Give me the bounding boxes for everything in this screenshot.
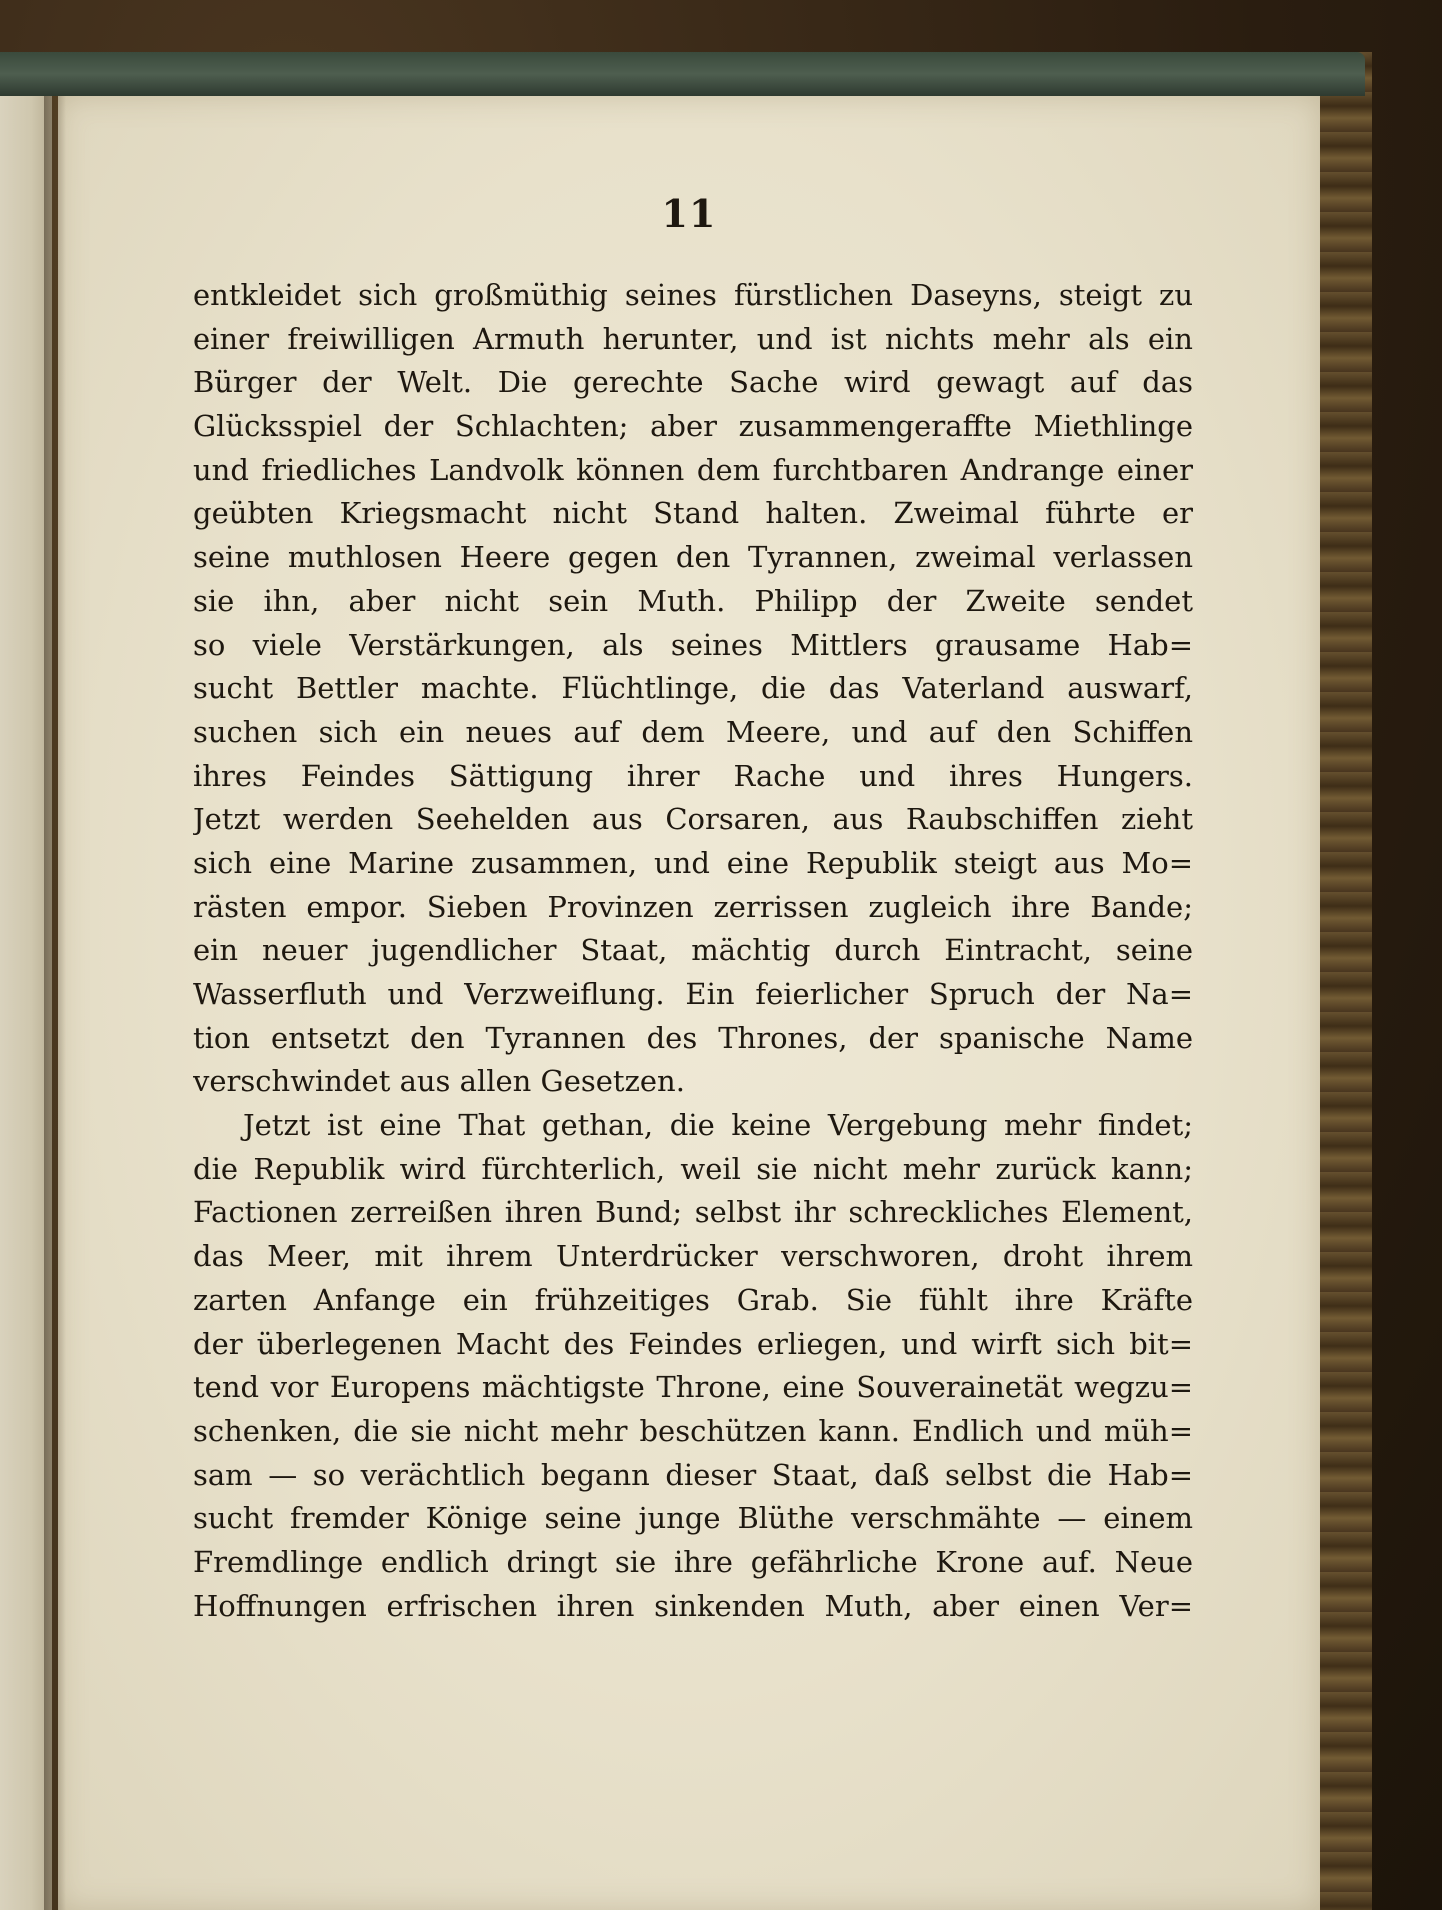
text-line: sich eine Marine zusammen, und eine Republik steigt aus Mo= — [193, 845, 1193, 880]
book-binding-top — [0, 52, 1365, 96]
text-line: einer freiwilligen Armuth herunter, und ist nichts mehr als ein — [193, 321, 1193, 356]
text-line: tion entsetzt den Tyrannen des Thrones, der spanische Name — [193, 1020, 1193, 1055]
text-line: sie ihn, aber nicht sein Muth. Philipp der Zweite sendet — [193, 583, 1193, 618]
text-line: seine muthlosen Heere gegen den Tyrannen, zweimal verlassen — [193, 540, 1193, 575]
page-number: 11 — [661, 191, 717, 236]
spine-shadow — [44, 96, 66, 1910]
paragraph-2 — [193, 1104, 1193, 1628]
text-line: zarten Anfange ein frühzeitiges Grab. Sie fühlt ihre Kräfte — [193, 1282, 1193, 1317]
text-line: suchen sich ein neues auf dem Meere, und auf den Schiffen — [193, 714, 1193, 749]
text-line: rästen empor. Sieben Provinzen zerrissen zugleich ihre Bande; — [193, 889, 1193, 924]
text-line: und friedliches Landvolk können dem furchtbaren Andrange einer — [193, 452, 1193, 487]
page-text — [193, 274, 1193, 1628]
text-line: sucht Bettler machte. Flüchtlinge, die das Vaterland auswarf, — [193, 671, 1193, 706]
text-line: Bürger der Welt. Die gerechte Sache wird gewagt auf das — [193, 365, 1193, 400]
text-line: Jetzt ist eine That gethan, die keine Vergebung mehr findet; — [243, 1108, 1193, 1143]
text-line: Wasserfluth und Verzweiflung. Ein feierlicher Spruch der Na= — [193, 977, 1193, 1011]
text-line: entkleidet sich großmüthig seines fürstlichen Daseyns, steigt zu — [193, 278, 1193, 312]
text-line: Jetzt werden Seehelden aus Corsaren, aus Raubschiffen zieht — [193, 802, 1193, 837]
text-line: ihres Feindes Sättigung ihrer Rache und ihres Hungers. — [193, 758, 1193, 793]
text-line: Fremdlinge endlich dringt sie ihre gefährliche Krone auf. Neue — [193, 1544, 1193, 1579]
text-line: Hoffnungen erfrischen ihren sinkenden Muth, aber einen Ver= — [193, 1588, 1193, 1623]
text-line: so viele Verstärkungen, als seines Mittlers grausame Hab= — [193, 627, 1193, 662]
text-line: das Meer, mit ihrem Unterdrücker verschworen, droht ihrem — [193, 1239, 1193, 1274]
text-line: ein neuer jugendlicher Staat, mächtig durch Eintracht, seine — [193, 933, 1193, 968]
text-line: sucht fremder Könige seine junge Blüthe verschmähte — einem — [193, 1501, 1193, 1536]
text-line: die Republik wird fürchterlich, weil sie nicht mehr zurück kann; — [193, 1151, 1193, 1186]
text-line: schenken, die sie nicht mehr beschützen kann. Endlich und müh= — [193, 1413, 1193, 1448]
paragraph-1 — [193, 274, 1193, 1104]
text-line: geübten Kriegsmacht nicht Stand halten. Zweimal führte er — [193, 496, 1193, 531]
text-line: Glücksspiel der Schlachten; aber zusammengeraffte Miethlinge — [193, 409, 1193, 444]
book-page — [58, 96, 1320, 1910]
text-line: tend vor Europens mächtigste Throne, eine Souverainetät wegzu= — [193, 1370, 1193, 1405]
book-cover-edge — [1317, 52, 1372, 1910]
text-line: Factionen zerreißen ihren Bund; selbst ihr schreckliches Element, — [193, 1195, 1193, 1230]
text-line: verschwindet aus allen Gesetzen. — [193, 1064, 685, 1099]
text-line: der überlegenen Macht des Feindes erliegen, und wirft sich bit= — [193, 1326, 1193, 1361]
text-line: sam — so verächtlich begann dieser Staat, daß selbst die Hab= — [193, 1457, 1193, 1492]
